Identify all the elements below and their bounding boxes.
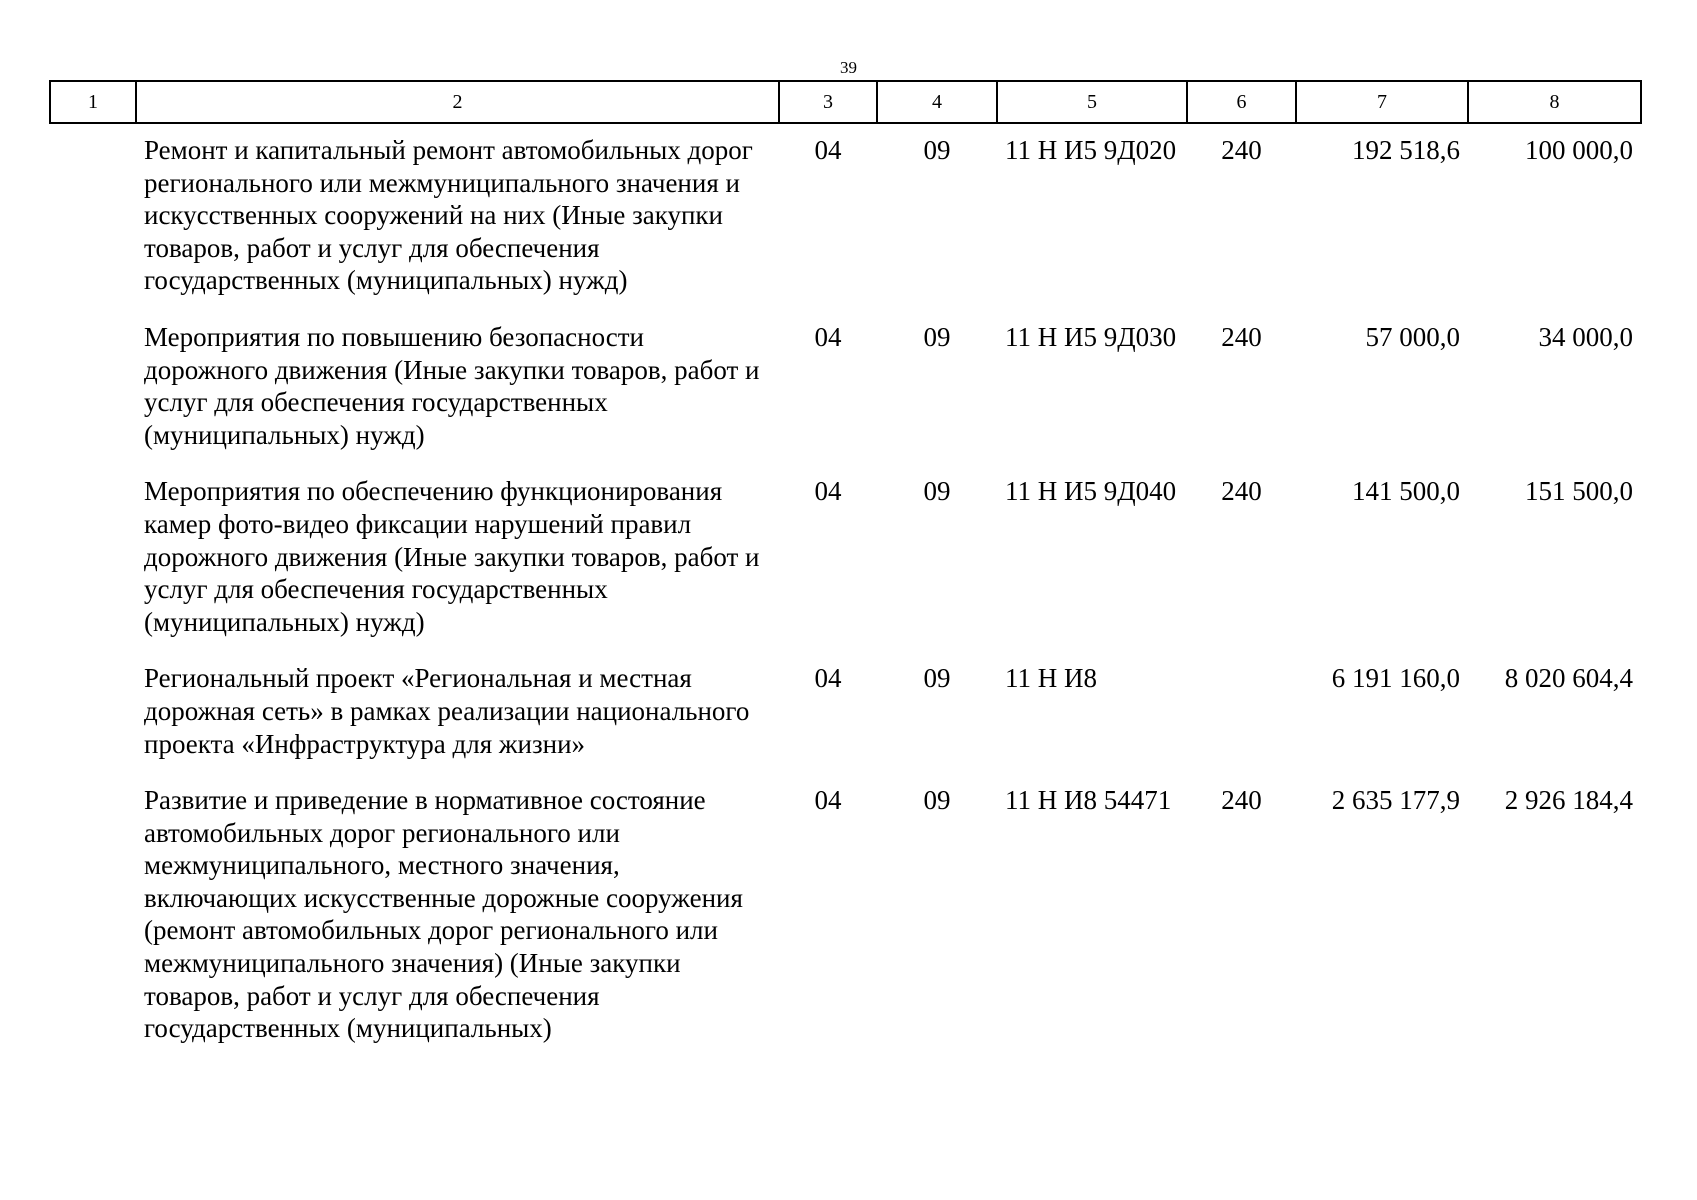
- target-article-cell: 11 Н И5 9Д030: [1005, 321, 1177, 352]
- amount-year2-cell: 8 020 604,4: [1504, 663, 1633, 694]
- row-number-cell: [50, 123, 136, 311]
- item-name-cell: Развитие и приведение в нормативное состояние автомобильных дорог регионального или межмуниципального, местного значения, включающих искусственные дорожные сооружения (ремонт автомобильных дорог регионального или межмуниципального значения) (Иные закупки товаров, работ и услуг для обеспечения государственных (муниципальных): [144, 785, 743, 1044]
- target-article-cell: 11 Н И8: [1005, 663, 1097, 694]
- target-article-cell: 11 Н И5 9Д040: [1005, 476, 1177, 507]
- column-header: 1: [50, 81, 136, 123]
- column-number-header-row: [50, 81, 1641, 123]
- row-number-cell: [50, 465, 136, 652]
- section-code-cell: 04: [814, 785, 842, 816]
- section-code-cell: 04: [814, 321, 842, 352]
- budget-table: [49, 80, 1642, 1059]
- column-header: 6: [1187, 81, 1296, 123]
- expense-type-cell: 240: [1221, 785, 1262, 816]
- expense-type-cell: 240: [1221, 476, 1262, 507]
- table-row: [50, 311, 1641, 465]
- table-row: [50, 123, 1641, 311]
- amount-year2-cell: 151 500,0: [1525, 476, 1633, 507]
- amount-year1-cell: 2 635 177,9: [1331, 785, 1460, 816]
- subsection-code-cell: 09: [923, 785, 951, 816]
- amount-year2-cell: 100 000,0: [1525, 135, 1633, 165]
- column-header: 4: [877, 81, 997, 123]
- subsection-code-cell: 09: [923, 321, 951, 352]
- item-name-cell: Мероприятия по обеспечению функционирования камер фото-видео фиксации нарушений правил дорожного движения (Иные закупки товаров, работ и услуг для обеспечения государственных (муниципальных) нужд): [144, 476, 760, 637]
- subsection-code-cell: 09: [923, 476, 951, 507]
- subsection-code-cell: 09: [923, 135, 951, 165]
- amount-year2-cell: 34 000,0: [1538, 321, 1633, 352]
- amount-year1-cell: 192 518,6: [1352, 135, 1460, 165]
- section-code-cell: 04: [814, 476, 842, 507]
- column-header: 7: [1296, 81, 1468, 123]
- section-code-cell: 04: [814, 663, 842, 694]
- column-header: 2: [136, 81, 779, 123]
- item-name-cell: Ремонт и капитальный ремонт автомобильных дорог регионального или межмуниципального значения и искусственных сооружений на них (Иные закупки товаров, работ и услуг для обеспечения государственных (муниципальных) нужд): [144, 135, 753, 296]
- column-header: 5: [997, 81, 1187, 123]
- subsection-code-cell: 09: [923, 663, 951, 694]
- row-number-cell: [50, 652, 136, 774]
- row-number-cell: [50, 774, 136, 1059]
- expense-type-cell: [1187, 652, 1296, 774]
- target-article-cell: 11 Н И8 54471: [1005, 785, 1172, 816]
- expense-type-cell: 240: [1221, 321, 1262, 352]
- column-header: 3: [779, 81, 877, 123]
- item-name-cell: Мероприятия по повышению безопасности дорожного движения (Иные закупки товаров, работ и услуг для обеспечения государственных (муниципальных) нужд): [144, 321, 760, 450]
- target-article-cell: 11 Н И5 9Д020: [1005, 135, 1177, 165]
- expense-type-cell: 240: [1221, 135, 1262, 165]
- table-row: [50, 652, 1641, 774]
- page-number: 39: [840, 58, 857, 77]
- amount-year1-cell: 6 191 160,0: [1331, 663, 1460, 694]
- section-code-cell: 04: [814, 135, 842, 165]
- amount-year1-cell: 57 000,0: [1365, 321, 1460, 352]
- column-header: 8: [1468, 81, 1641, 123]
- amount-year1-cell: 141 500,0: [1352, 476, 1460, 507]
- table-row: [50, 465, 1641, 652]
- row-number-cell: [50, 311, 136, 465]
- item-name-cell: Региональный проект «Региональная и местная дорожная сеть» в рамках реализации национального проекта «Инфраструктура для жизни»: [144, 663, 750, 759]
- table-row: [50, 774, 1641, 1059]
- amount-year2-cell: 2 926 184,4: [1504, 785, 1633, 816]
